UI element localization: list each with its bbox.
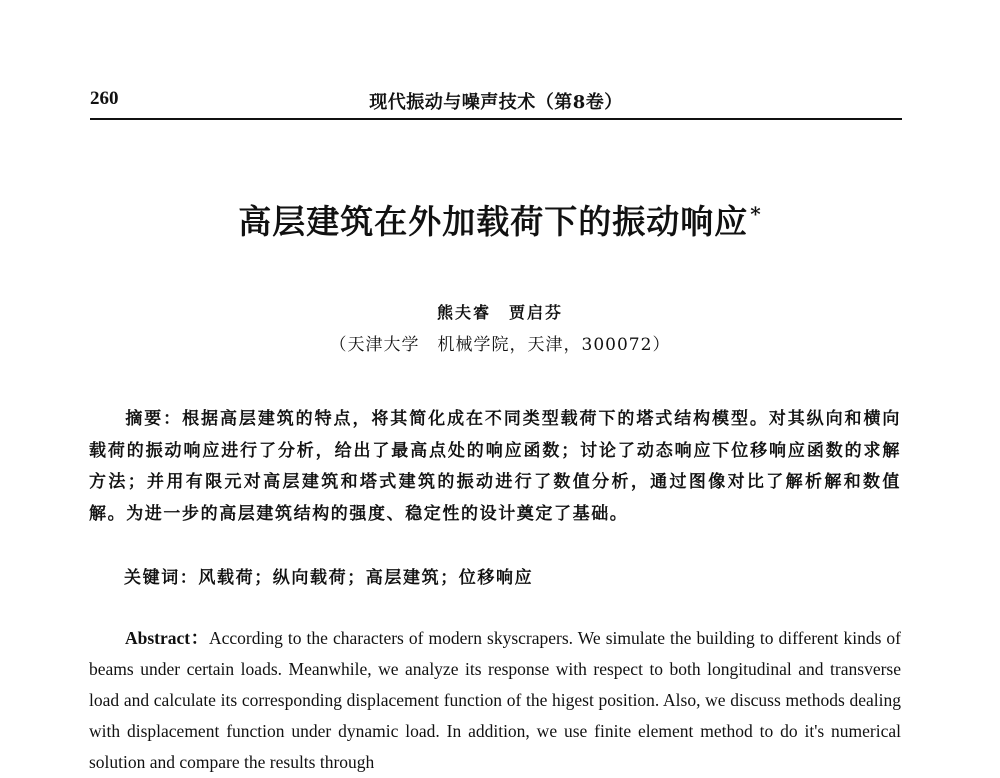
journal-title: 现代振动与噪声技术（第8卷） xyxy=(369,92,623,113)
header-rule xyxy=(90,118,902,120)
affiliation: （天津大学 机械学院，天津，300072） xyxy=(329,335,671,355)
english-abstract-colon: ： xyxy=(190,628,209,648)
english-abstract xyxy=(89,623,901,778)
keywords-label: 关键词： xyxy=(124,568,199,588)
authors: 熊夫睿 贾启芬 xyxy=(436,303,563,322)
running-header xyxy=(90,86,902,114)
chinese-abstract-label: 摘要： xyxy=(125,409,183,429)
english-abstract-text: According to the characters of modern skyscrapers. We simulate the building to different kinds of beams under certain loads. Meanwhile, we analyze its response with respect to both longitudinal and transverse load and calculate its corresponding displacement function of the higest position. Also, we discuss methods dealing with displacement function under dynamic load. In addition, we use finite element method to do it's numerical solution and compare the results through xyxy=(89,628,901,772)
chinese-abstract-text: 根据高层建筑的特点，将其简化成在不同类型载荷下的塔式结构模型。对其纵向和横向载荷的振动响应进行了分析，给出了最高点处的响应函数；讨论了动态响应下位移响应函数的求解方法；并用有限元对高层建筑和塔式建筑的振动进行了数值分析，通过图像对比了解析解和数值解。为进一步的高层建筑结构的强度、稳定性的设计奠定了基础。 xyxy=(89,409,901,524)
paper-title xyxy=(0,196,1000,243)
chinese-keywords xyxy=(124,563,904,588)
english-abstract-label: Abstract xyxy=(125,628,191,648)
paper-title-text: 高层建筑在外加载荷下的振动响应 xyxy=(238,202,749,241)
chinese-abstract xyxy=(89,404,901,530)
title-footnote-mark[interactable]: * xyxy=(750,202,762,226)
keywords-text: 风载荷；纵向载荷；高层建筑；位移响应 xyxy=(198,568,534,588)
page-number: 260 xyxy=(90,88,119,109)
